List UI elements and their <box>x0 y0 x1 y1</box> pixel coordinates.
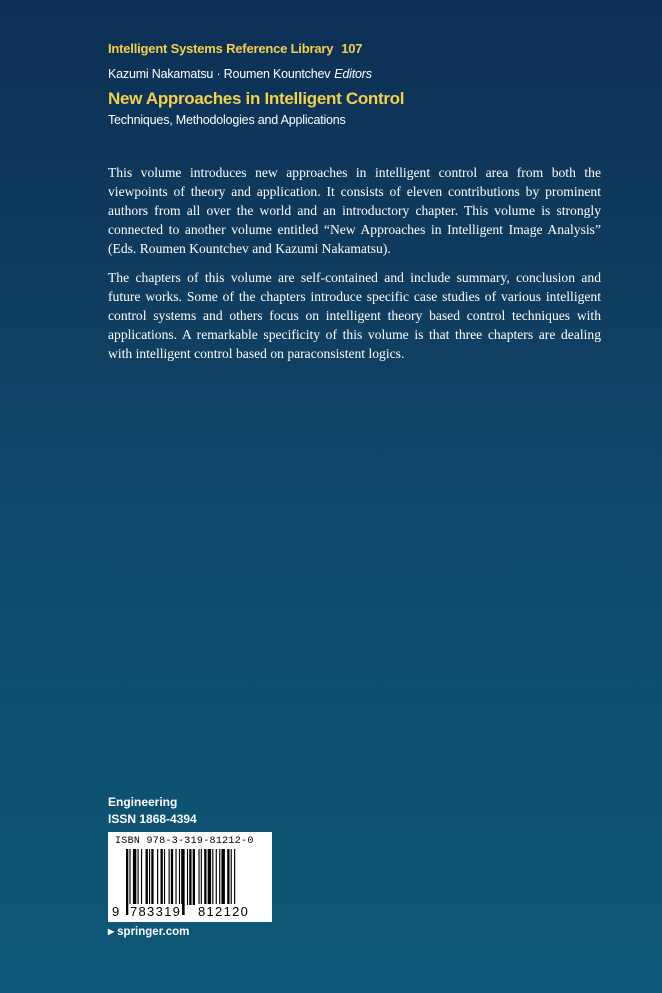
series-volume: 107 <box>341 41 363 56</box>
barcode-left-digits: 783319 <box>130 904 182 919</box>
subject-category: Engineering <box>108 795 178 809</box>
barcode-first-digit: 9 <box>112 904 120 919</box>
website-label: springer.com <box>117 926 190 938</box>
book-subtitle: Techniques, Methodologies and Applications <box>108 113 346 127</box>
isbn-text: ISBN 978-3-319-81212-0 <box>115 836 254 847</box>
editors-line <box>108 67 372 81</box>
blurb <box>108 163 601 373</box>
editor-names: Kazumi Nakamatsu · Roumen Kountchev <box>108 67 331 81</box>
publisher-website[interactable] <box>108 926 189 938</box>
barcode-right-digits: 812120 <box>198 904 250 919</box>
barcode <box>108 832 272 922</box>
book-title: New Approaches in Intelligent Control <box>108 89 405 108</box>
arrow-icon: ▶ <box>108 927 115 936</box>
series-title <box>108 41 362 56</box>
editors-role: Editors <box>334 67 372 81</box>
blurb-paragraph: The chapters of this volume are self-contained and include summary, conclusion and future works. Some of the chapters introduce specific case studies of various intelligent control systems and others focus on intelligent theory based control techniques with applications. A remarkable specificity of this volume is that three chapters are dealing with intelligent control based on paraconsistent logics. <box>108 270 601 361</box>
issn: ISSN 1868-4394 <box>108 812 197 826</box>
blurb-paragraph: This volume introduces new approaches in intelligent control area from both the viewpoints of theory and application. It consists of eleven contributions by prominent authors from all over the world and an introductory chapter. This volume is strongly connected to another volume entitled “New Approaches in Intelligent Image Analysis” (Eds. Roumen Kountchev and Kazumi Nakamatsu). <box>108 165 601 256</box>
series-name: Intelligent Systems Reference Library <box>108 41 334 56</box>
